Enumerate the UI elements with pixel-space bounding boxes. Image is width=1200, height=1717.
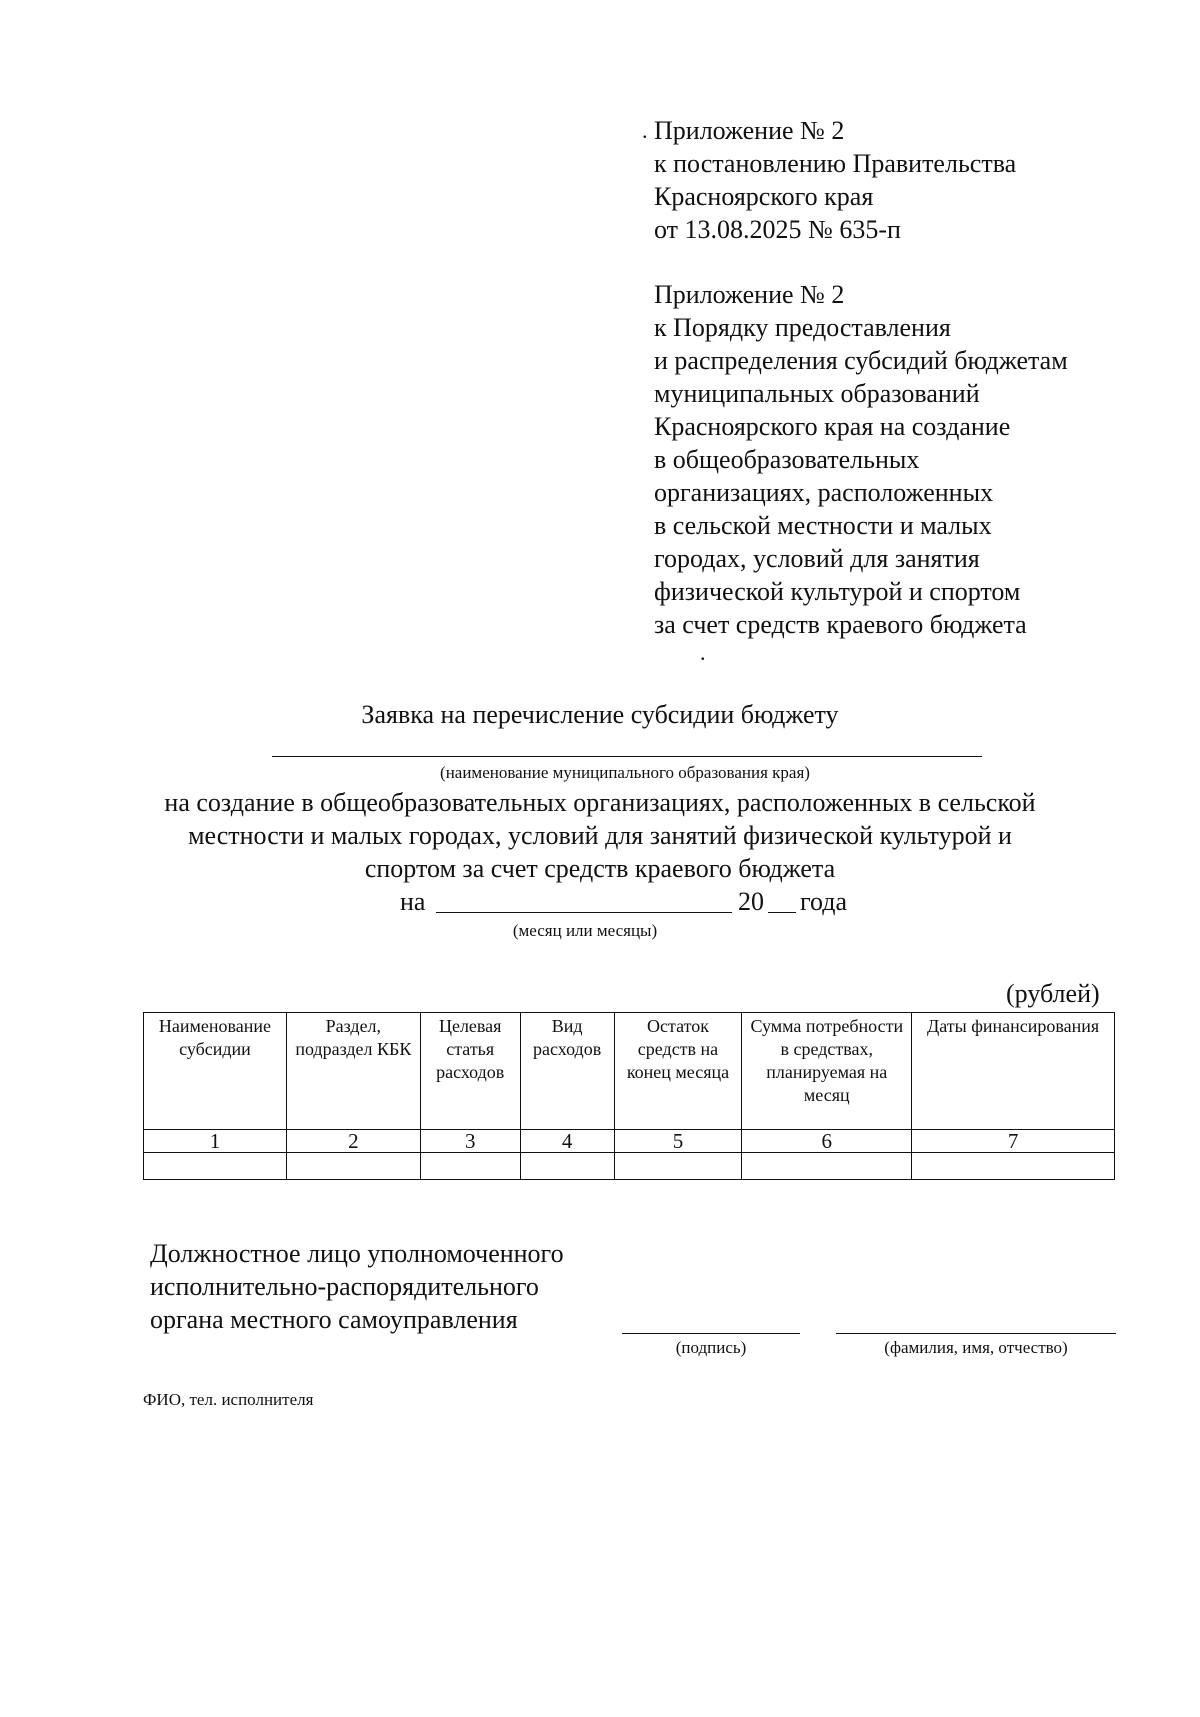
table-cell[interactable] (144, 1153, 287, 1180)
approval-line: Приложение № 2 (654, 116, 845, 145)
table-header-row (144, 1013, 1115, 1130)
unit-label: (рублей) (1006, 979, 1100, 1008)
period-year-blank (768, 912, 796, 913)
period-suffix: года (800, 887, 848, 916)
signature-line: Должностное лицо уполномоченного (150, 1239, 564, 1268)
column-header: Вид расходов (520, 1013, 614, 1130)
purpose-line: на создание в общеобразовательных организациях, расположенных в сельской (164, 788, 1036, 817)
purpose-line: местности и малых городах, условий для занятий физической культурой и (188, 821, 1012, 850)
signature-line: исполнительно-распорядительного (150, 1272, 539, 1301)
table-cell[interactable] (742, 1153, 912, 1180)
signature-block (150, 1237, 564, 1336)
period-year-prefix: 20 (738, 887, 764, 916)
request-title: Заявка на перечисление субсидии бюджету (361, 700, 839, 729)
stray-mark: . (700, 640, 706, 665)
appendix-line: за счет средств краевого бюджета (654, 610, 1027, 639)
column-number: 6 (742, 1130, 912, 1153)
appendix-line: Красноярского края на создание (654, 412, 1011, 441)
column-header: Сумма потребности в средствах, планируемая на месяц (742, 1013, 912, 1130)
approval-line: к постановлению Правительства (654, 149, 1017, 178)
appendix-line: городах, условий для занятия (654, 544, 980, 573)
period-month-blank (436, 912, 732, 913)
table-cell[interactable] (420, 1153, 520, 1180)
appendix-line: в общеобразовательных (654, 445, 920, 474)
appendix-line: к Порядку предоставления (654, 313, 951, 342)
column-header: Наименование субсидии (144, 1013, 287, 1130)
executor-contact: ФИО, тел. исполнителя (143, 1390, 314, 1409)
approval-block (654, 114, 1016, 246)
column-number: 5 (614, 1130, 742, 1153)
appendix-line: муниципальных образований (654, 379, 980, 408)
column-number: 1 (144, 1130, 287, 1153)
appendix-line: Приложение № 2 (654, 280, 845, 309)
table-cell[interactable] (286, 1153, 420, 1180)
subsidy-table (143, 1012, 1115, 1180)
column-header: Раздел, подраздел КБК (286, 1013, 420, 1130)
table-cell[interactable] (614, 1153, 742, 1180)
stray-mark: . (642, 118, 648, 143)
approval-line: от 13.08.2025 № 635-п (654, 215, 901, 244)
appendix-line: физической культурой и спортом (654, 577, 1021, 606)
table-cell[interactable] (912, 1153, 1115, 1180)
signature-caption: (подпись) (675, 1338, 747, 1357)
column-number-row (144, 1130, 1115, 1153)
signature-blank (622, 1333, 800, 1334)
full-name-caption: (фамилия, имя, отчество) (884, 1338, 1068, 1357)
appendix-block (654, 278, 1068, 641)
purpose-line: спортом за счет средств краевого бюджета (364, 854, 836, 883)
signature-line: органа местного самоуправления (150, 1305, 518, 1334)
approval-line: Красноярского края (654, 182, 874, 211)
appendix-line: и распределения субсидий бюджетам (654, 346, 1068, 375)
table-row (144, 1153, 1115, 1180)
municipality-line (272, 756, 982, 757)
column-number: 3 (420, 1130, 520, 1153)
column-header: Целевая статья расходов (420, 1013, 520, 1130)
column-number: 4 (520, 1130, 614, 1153)
period-line (400, 885, 425, 918)
municipality-caption: (наименование муниципального образования края) (440, 763, 810, 782)
appendix-line: в сельской местности и малых (654, 511, 992, 540)
table-cell[interactable] (520, 1153, 614, 1180)
period-caption: (месяц или месяцы) (512, 921, 658, 940)
appendix-line: организациях, расположенных (654, 478, 994, 507)
full-name-blank (836, 1333, 1116, 1334)
column-number: 2 (286, 1130, 420, 1153)
column-header: Даты финансирования (912, 1013, 1115, 1130)
column-number: 7 (912, 1130, 1115, 1153)
column-header: Остаток средств на конец месяца (614, 1013, 742, 1130)
period-prefix: на (400, 887, 426, 916)
